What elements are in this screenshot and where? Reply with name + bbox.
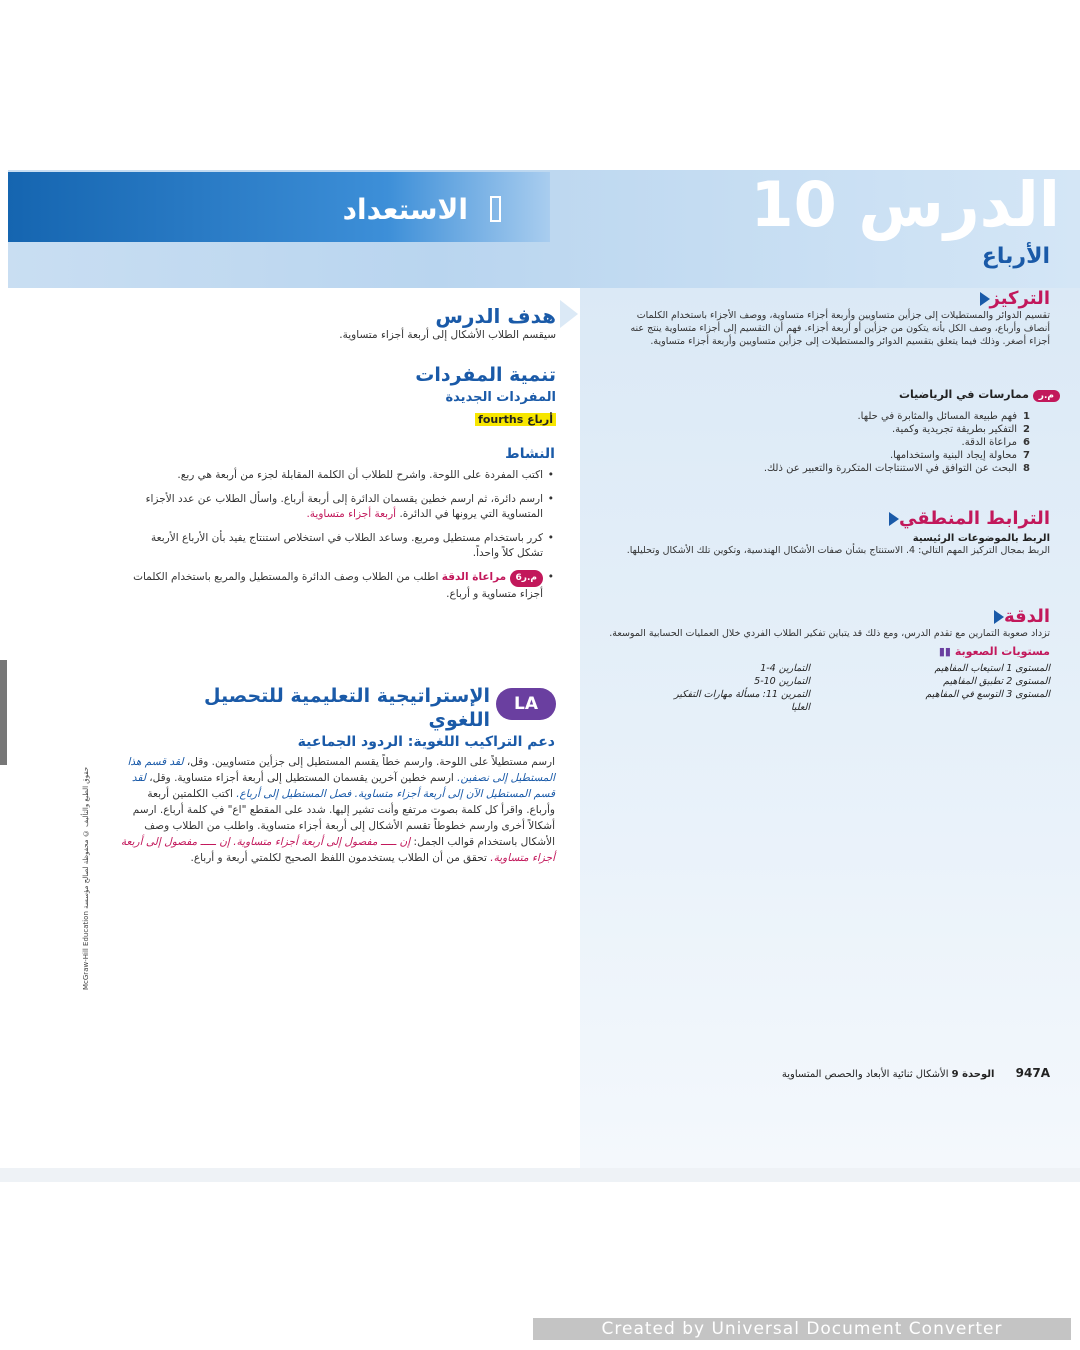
new-vocab-heading: المفردات الجديدة bbox=[445, 390, 556, 405]
precision-label: مراعاة الدقة bbox=[441, 571, 507, 583]
bottom-strip bbox=[0, 1168, 1080, 1182]
side-gray-bar bbox=[0, 660, 7, 765]
practices-badge: م.ر bbox=[1033, 390, 1060, 402]
practices-section bbox=[620, 388, 1060, 475]
converter-watermark: Created by Universal Document Converter bbox=[533, 1318, 1071, 1340]
coherence-heading: الترابط المنطقي bbox=[608, 508, 1050, 529]
rigor-section bbox=[600, 606, 1050, 714]
bar-levels-icon: ▮▮ bbox=[938, 645, 951, 658]
vocab-word: أرباع fourths bbox=[475, 413, 556, 426]
practices-list bbox=[620, 410, 1060, 475]
strategy-heading: الإستراتيجية التعليمية للتحصيل اللغوي bbox=[204, 685, 490, 731]
coherence-section bbox=[608, 508, 1050, 558]
focus-section bbox=[608, 288, 1050, 348]
practice-item: 8البحث عن التوافق في الاستنتاجات المتكررة والتعبير عن ذلك. bbox=[763, 463, 1030, 474]
focus-text: تقسيم الدوائر والمستطيلات إلى جزأين متساويين وأربعة أجزاء متساوية، ووصف الأجزاء باستخدام الكلمات أنصاف وأرباع، وصف الكل بأنه يتكون من جزأين أو أربعة أجزاء. فهم أن التقسيم إلى أجزاء متساوية ينتج عنه أجزاء أصغر. وذلك فيما يتعلق بتقسيم الدوائر والمستطيلات إلى جزأين متساويين وأربعة أجزاء متساوية. bbox=[630, 310, 1050, 347]
support-section bbox=[120, 734, 555, 866]
rigor-heading: الدقة bbox=[600, 606, 1050, 627]
levels-heading: مستويات الصعوبة ▮▮ bbox=[938, 645, 1050, 658]
level-row: المستوى 2 تطبيق المفاهيم التمارين 10-5 bbox=[754, 676, 1050, 687]
practices-header: م.ر ممارسات في الرياضيات bbox=[620, 388, 1060, 402]
bar-tab-icon bbox=[490, 196, 501, 222]
la-badge: LA bbox=[496, 688, 556, 720]
prep-title: الاستعداد bbox=[342, 193, 468, 226]
page-footer bbox=[640, 1066, 1050, 1080]
lesson-title: الدرس 10 bbox=[750, 168, 1060, 241]
activity-bullet-2: • ارسم دائرة، ثم ارسم خطين يقسمان الدائرة إلى أربعة أرباع. واسأل الطلاب عن عدد الأجزاء المتساوية التي يرونها في الدائرة. أربعة أجزاء متساوية. bbox=[125, 492, 543, 522]
goal-section bbox=[240, 304, 556, 343]
panel-notch bbox=[560, 300, 578, 328]
bullet-2-answer: أربعة أجزاء متساوية. bbox=[306, 508, 397, 520]
practice-item: 7محاولة إيجاد البنية واستخدامها. bbox=[889, 450, 1030, 461]
unit-label: الوحدة 9 bbox=[951, 1069, 995, 1080]
practice-item: 2التفكير بطريقة تجريدية وكمية. bbox=[891, 424, 1030, 435]
activity-bullet-1: • اكتب المفردة على اللوحة. واشرح للطلاب أن الكلمة المقابلة لجزء من أربعة هي ربع. bbox=[125, 468, 543, 483]
focus-heading: التركيز bbox=[608, 288, 1050, 309]
levels-table bbox=[600, 662, 1050, 714]
level-row: المستوى 3 التوسع في المفاهيم التمرين 11: مسألة مهارات التفكير العليا bbox=[674, 689, 1050, 713]
activity-bullet-4: • م.ر6 مراعاة الدقة اطلب من الطلاب وصف الدائرة والمستطيل والمربع باستخدام الكلمات أجزاء متساوية و أرباع. bbox=[125, 570, 543, 602]
vocab-heading: تنمية المفردات bbox=[415, 364, 556, 386]
coherence-text: الربط بمجال التركيز المهم التالي: 4. الاستنتاج بشأن صفات الأشكال الهندسية، وتكوين تلك الأشكال وتحليلها. bbox=[626, 545, 1050, 556]
sentence-frame-2: إن ـــــ مفصول إلى أربعة أجزاء متساوية. bbox=[120, 836, 555, 864]
coherence-sub: الربط بالموضوعات الرئيسية bbox=[912, 533, 1050, 544]
activity-bullet-3: • كرر باستخدام مستطيل ومربع. وساعد الطلاب في استخلاص استنتاج يفيد بأن الأرباع الأربعة تشكل كلاً واحداً. bbox=[125, 531, 543, 561]
triangle-marker-icon bbox=[994, 610, 1004, 624]
prep-bar bbox=[8, 172, 550, 242]
practice-item: 6مراعاة الدقة. bbox=[961, 437, 1030, 448]
support-heading: دعم التراكيب اللغوية: الردود الجماعية bbox=[297, 734, 555, 750]
rigor-text: تزداد صعوبة التمارين مع تقدم الدرس، ومع ذلك قد يتباين تفكير الطلاب الفردي خلال العمليات الحسابية الموسعة. bbox=[609, 628, 1050, 639]
unit-title: الأشكال ثنائية الأبعاد والحصص المتساوية bbox=[781, 1069, 949, 1080]
support-body: ارسم مستطيلاً على اللوحة. وارسم خطاً يقسم المستطيل إلى جزأين متساويين. وقل، لقد قسم هذا المستطيل إلى نصفين. ارسم خطين آخرين يقسمان المستطيل إلى أربعة أجزاء متساوية. وقل، لقد قسم المستطيل الآن إلى أربعة أجزاء متساوية. فصل المستطيل إلى أرباع. اكتب الكلمتين أربعة وأرباع. واقرأ كل كلمة بصوت مرتفع وأنت تشير إليها. شدد على المقطع "اع" في كلمة أرباع. ارسم أشكالاً أخرى وارسم خطوطاً تقسم الأشكال إلى أربعة أجزاء متساوية. واطلب من الطلاب وصف الأشكال باستخدام قوالب الجمل: إن ـــــ مفصول إلى أربعة أجزاء متساوية. إن ـــــ مفصول إلى أربعة أجزاء متساوية. تحقق من أن الطلاب يستخدمون اللفظ الصحيح لكلمتي أربعة و أرباع. bbox=[120, 756, 555, 864]
vocab-section bbox=[240, 364, 556, 427]
page-number: 947A bbox=[1015, 1066, 1050, 1080]
level-row: المستوى 1 استيعاب المفاهيم التمارين 4-1 bbox=[760, 663, 1050, 674]
goal-heading: هدف الدرس bbox=[435, 304, 556, 328]
activity-section bbox=[125, 446, 555, 611]
goal-text: سيقسم الطلاب الأشكال إلى أربعة أجزاء متساوية. bbox=[339, 329, 556, 341]
triangle-marker-icon bbox=[889, 512, 899, 526]
copyright-side-text: McGraw-Hill Education حقوق الطبع والتأليف © محفوظة لصالح مؤسسة bbox=[82, 766, 90, 990]
activity-heading: النشاط bbox=[505, 446, 555, 462]
practice-item: 1فهم طبيعة المسائل والمثابرة في حلها. bbox=[857, 411, 1030, 422]
sentence-frame-1: إن ـــــ مفصول إلى أربعة أجزاء متساوية. bbox=[233, 836, 411, 848]
lesson-subtitle: الأرباع bbox=[981, 244, 1050, 269]
precision-badge: م.ر6 bbox=[510, 570, 543, 587]
triangle-marker-icon bbox=[980, 292, 990, 306]
